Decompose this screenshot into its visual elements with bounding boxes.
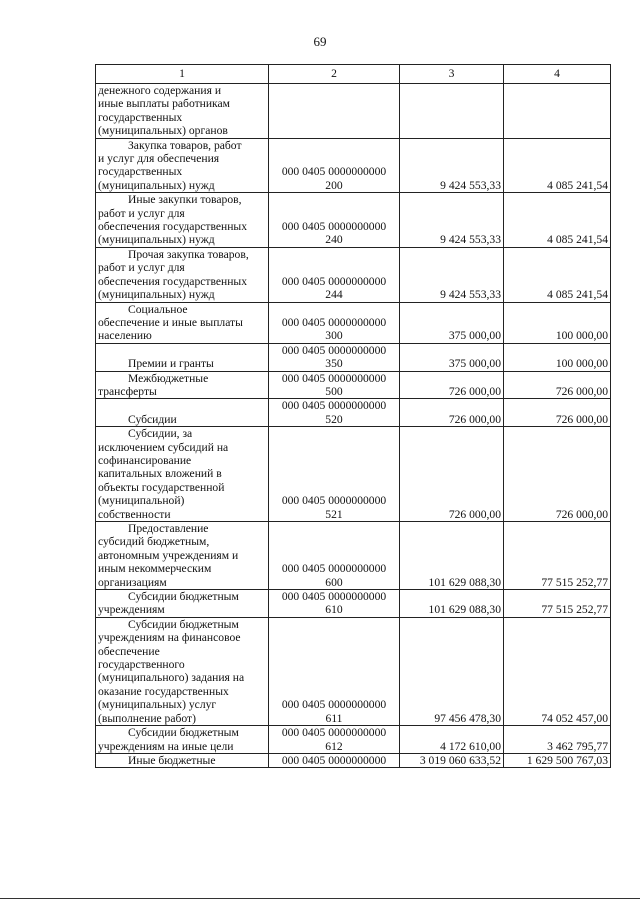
expense-name-line: организациям bbox=[98, 575, 167, 589]
budget-code-line: 610 bbox=[325, 603, 343, 617]
table-row bbox=[96, 193, 611, 248]
amount-col3-cell: 9 424 553,33 bbox=[400, 193, 504, 248]
expense-name-line: объекты государственной bbox=[98, 480, 225, 494]
amount-col4-cell: 726 000,00 bbox=[504, 427, 611, 522]
amount-col3-cell: 101 629 088,30 bbox=[400, 522, 504, 590]
amount-col3-cell: 375 000,00 bbox=[400, 343, 504, 371]
budget-code-line: 000 0405 0000000000 bbox=[281, 562, 387, 576]
expense-name-line: (муниципальной) bbox=[98, 494, 185, 508]
amount-col4-cell bbox=[504, 84, 611, 139]
expense-name-line: Субсидии бюджетным bbox=[128, 726, 239, 740]
budget-code-line: 244 bbox=[325, 288, 343, 302]
amount-col3-cell: 9 424 553,33 bbox=[400, 138, 504, 193]
budget-code-line: 200 bbox=[325, 178, 343, 192]
amount-col3-cell: 9 424 553,33 bbox=[400, 247, 504, 302]
table-row bbox=[96, 302, 611, 343]
expense-name-line: Премии и гранты bbox=[128, 357, 214, 371]
column-header-4: 4 bbox=[504, 65, 611, 84]
expense-name-line: Субсидии бюджетным bbox=[128, 617, 239, 631]
table-row bbox=[96, 726, 611, 754]
footer-divider bbox=[0, 898, 640, 899]
amount-col4-cell: 4 085 241,54 bbox=[504, 247, 611, 302]
expense-name-line: иные выплаты работникам bbox=[98, 97, 230, 111]
expense-name-line: Прочая закупка товаров, bbox=[128, 247, 249, 261]
table-row bbox=[96, 84, 611, 139]
expense-name-line: Межбюджетные bbox=[128, 371, 209, 385]
expense-name-cell bbox=[96, 343, 269, 371]
expense-name-cell bbox=[96, 193, 269, 248]
budget-code-line: 350 bbox=[325, 357, 343, 371]
table-row bbox=[96, 753, 611, 767]
expense-name-line: (муниципальных) нужд bbox=[98, 233, 215, 247]
budget-code-cell bbox=[269, 343, 400, 371]
table-row bbox=[96, 522, 611, 590]
expense-name-line: Субсидии, за bbox=[128, 427, 193, 441]
budget-code-cell bbox=[269, 193, 400, 248]
budget-code-cell bbox=[269, 302, 400, 343]
budget-code-cell bbox=[269, 753, 400, 767]
amount-col3-cell: 726 000,00 bbox=[400, 399, 504, 427]
budget-code-line: 600 bbox=[325, 575, 343, 589]
expense-name-cell bbox=[96, 522, 269, 590]
column-header-2: 2 bbox=[269, 65, 400, 84]
table-row bbox=[96, 617, 611, 725]
expense-name-line: учреждениям на финансовое bbox=[98, 631, 241, 645]
budget-code-cell bbox=[269, 84, 400, 139]
table-row bbox=[96, 590, 611, 618]
expense-name-cell bbox=[96, 590, 269, 618]
amount-col4-cell: 4 085 241,54 bbox=[504, 138, 611, 193]
column-header-3: 3 bbox=[400, 65, 504, 84]
amount-col3-cell: 726 000,00 bbox=[400, 371, 504, 399]
expense-name-line: денежного содержания и bbox=[98, 84, 222, 97]
expense-name-line: обеспечение и иные выплаты bbox=[98, 315, 243, 329]
expense-name-cell bbox=[96, 371, 269, 399]
expense-name-cell bbox=[96, 726, 269, 754]
budget-code-cell bbox=[269, 617, 400, 725]
amount-col4-cell: 100 000,00 bbox=[504, 302, 611, 343]
budget-code-line: 000 0405 0000000000 bbox=[281, 315, 387, 329]
table-row bbox=[96, 343, 611, 371]
budget-code-cell bbox=[269, 590, 400, 618]
expense-name-cell bbox=[96, 247, 269, 302]
expense-name-line: трансферты bbox=[98, 384, 157, 398]
budget-code-cell bbox=[269, 138, 400, 193]
budget-code-line: 520 bbox=[325, 412, 343, 426]
amount-col4-cell: 3 462 795,77 bbox=[504, 726, 611, 754]
expense-name-line: государственного bbox=[98, 658, 185, 672]
amount-col4-cell: 4 085 241,54 bbox=[504, 193, 611, 248]
expense-name-line: субсидий бюджетным, bbox=[98, 535, 210, 549]
expense-name-line: Закупка товаров, работ bbox=[128, 138, 242, 152]
budget-code-cell bbox=[269, 399, 400, 427]
expense-name-line: (муниципальных) услуг bbox=[98, 698, 217, 712]
expense-name-line: Социальное bbox=[128, 302, 188, 316]
table-header-row bbox=[96, 65, 611, 84]
amount-col4-cell: 77 515 252,77 bbox=[504, 522, 611, 590]
amount-col3-cell bbox=[400, 84, 504, 139]
expense-name-line: (выполнение работ) bbox=[98, 711, 196, 725]
amount-col4-cell: 726 000,00 bbox=[504, 399, 611, 427]
expense-name-cell bbox=[96, 753, 269, 767]
budget-code-line: 000 0405 0000000000 bbox=[281, 753, 387, 767]
budget-code-line: 000 0405 0000000000 bbox=[281, 590, 387, 604]
table-body bbox=[96, 84, 611, 768]
expense-name-line: обеспечение bbox=[98, 644, 160, 658]
expense-name-line: и услуг для обеспечения bbox=[98, 152, 220, 166]
budget-code-cell bbox=[269, 247, 400, 302]
expense-name-line: работ и услуг для bbox=[98, 261, 185, 275]
amount-col4-cell: 74 052 457,00 bbox=[504, 617, 611, 725]
expense-name-line: (муниципальных) нужд bbox=[98, 288, 215, 302]
table-row bbox=[96, 247, 611, 302]
budget-code-line: 000 0405 0000000000 bbox=[281, 371, 387, 385]
expense-name-cell bbox=[96, 84, 269, 139]
table-row bbox=[96, 399, 611, 427]
expense-name-cell bbox=[96, 138, 269, 193]
budget-code-cell bbox=[269, 427, 400, 522]
page-number: 69 bbox=[313, 34, 327, 49]
amount-col3-cell: 3 019 060 633,52 bbox=[400, 753, 504, 767]
expense-name-line: обеспечения государственных bbox=[98, 274, 248, 288]
expense-name-line: работ и услуг для bbox=[98, 206, 185, 220]
expense-name-line: Иные закупки товаров, bbox=[128, 193, 242, 207]
expense-name-line: капитальных вложений в bbox=[98, 467, 222, 481]
expense-name-cell bbox=[96, 617, 269, 725]
amount-col4-cell: 1 629 500 767,03 bbox=[504, 753, 611, 767]
expense-name-line: исключением субсидий на bbox=[98, 440, 229, 454]
budget-code-line: 000 0405 0000000000 bbox=[281, 494, 387, 508]
column-header-1: 1 bbox=[96, 65, 269, 84]
budget-code-line: 240 bbox=[325, 233, 343, 247]
amount-col4-cell: 100 000,00 bbox=[504, 343, 611, 371]
expense-name-line: государственных bbox=[98, 110, 183, 124]
budget-code-line: 000 0405 0000000000 bbox=[281, 220, 387, 234]
expense-name-line: обеспечения государственных bbox=[98, 220, 248, 234]
expense-name-line: софинансирование bbox=[98, 453, 192, 467]
table-row bbox=[96, 138, 611, 193]
budget-code-line: 521 bbox=[325, 507, 343, 521]
amount-col4-cell: 726 000,00 bbox=[504, 371, 611, 399]
amount-col4-cell: 77 515 252,77 bbox=[504, 590, 611, 618]
budget-code-line: 000 0405 0000000000 bbox=[281, 343, 387, 357]
expense-name-line: автономным учреждениям и bbox=[98, 548, 239, 562]
budget-code-line: 000 0405 0000000000 bbox=[281, 399, 387, 413]
budget-code-line: 611 bbox=[325, 711, 343, 725]
amount-col3-cell: 97 456 478,30 bbox=[400, 617, 504, 725]
budget-code-line: 000 0405 0000000000 bbox=[281, 698, 387, 712]
expense-name-line: учреждениям bbox=[98, 603, 165, 617]
expense-name-cell bbox=[96, 399, 269, 427]
expense-name-line: Иные бюджетные bbox=[128, 753, 216, 767]
amount-col3-cell: 101 629 088,30 bbox=[400, 590, 504, 618]
amount-col3-cell: 726 000,00 bbox=[400, 427, 504, 522]
amount-col3-cell: 375 000,00 bbox=[400, 302, 504, 343]
expense-name-line: Субсидии бюджетным bbox=[128, 590, 239, 604]
amount-col3-cell: 4 172 610,00 bbox=[400, 726, 504, 754]
budget-code-line: 612 bbox=[325, 739, 343, 753]
budget-code-line: 000 0405 0000000000 bbox=[281, 726, 387, 740]
expense-name-line: Субсидии bbox=[128, 412, 177, 426]
expense-name-line: населению bbox=[98, 329, 152, 343]
expense-name-line: (муниципальных) органов bbox=[98, 124, 228, 138]
budget-code-cell bbox=[269, 371, 400, 399]
expense-name-line: иным некоммерческим bbox=[98, 562, 212, 576]
table-row bbox=[96, 427, 611, 522]
expense-name-line: государственных bbox=[98, 165, 183, 179]
budget-code-cell bbox=[269, 522, 400, 590]
expense-name-line: оказание государственных bbox=[98, 684, 229, 698]
expense-name-cell bbox=[96, 427, 269, 522]
expense-name-line: (муниципальных) нужд bbox=[98, 178, 215, 192]
expense-name-cell bbox=[96, 302, 269, 343]
budget-table bbox=[95, 64, 611, 768]
budget-code-cell bbox=[269, 726, 400, 754]
expense-name-line: собственности bbox=[98, 507, 171, 521]
budget-code-line: 500 bbox=[325, 384, 343, 398]
expense-name-line: (муниципального) задания на bbox=[98, 671, 245, 685]
table-row bbox=[96, 371, 611, 399]
expense-name-line: учреждениям на иные цели bbox=[98, 739, 234, 753]
expense-name-line: Предоставление bbox=[128, 522, 209, 535]
budget-code-line: 300 bbox=[325, 329, 343, 343]
budget-code-line: 000 0405 0000000000 bbox=[281, 165, 387, 179]
budget-code-line: 000 0405 0000000000 bbox=[281, 274, 387, 288]
